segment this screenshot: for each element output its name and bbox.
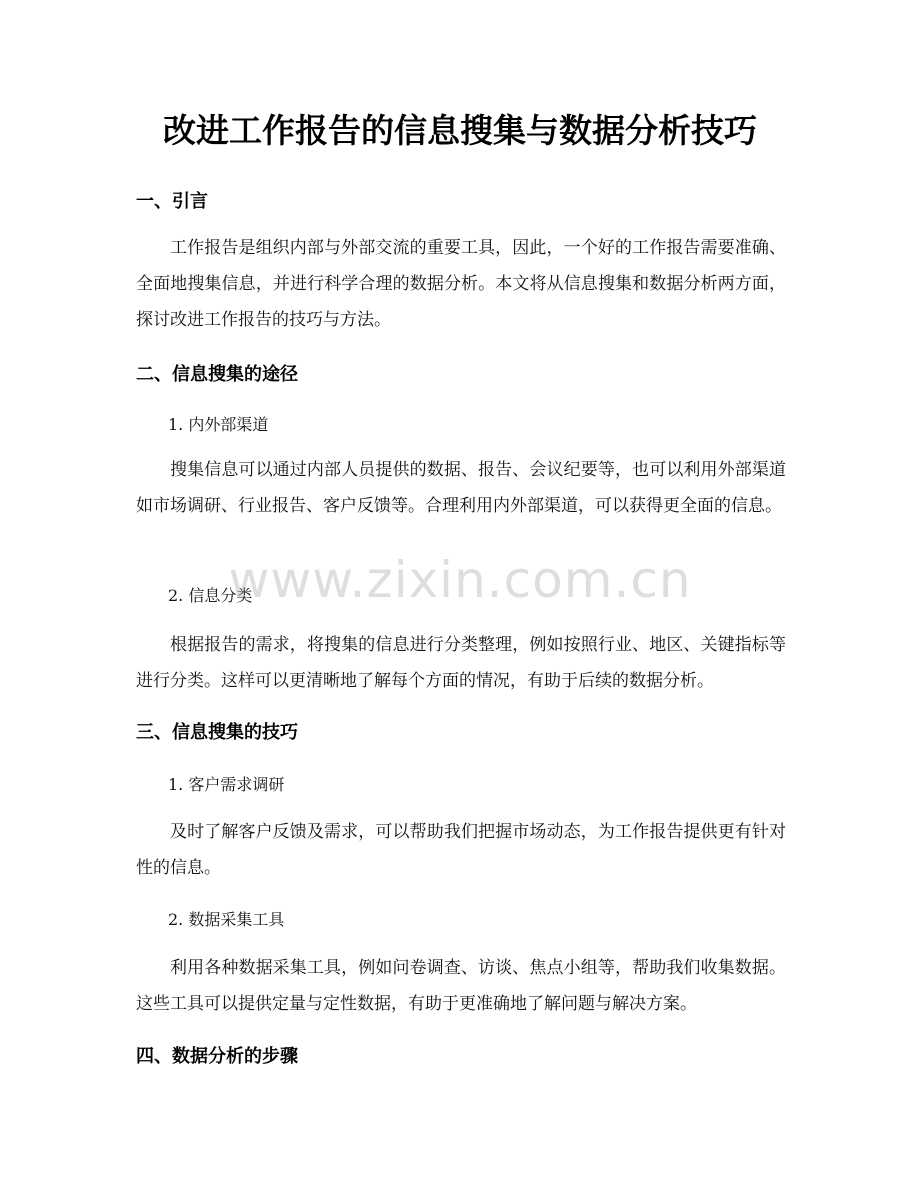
section-heading-intro: 一、引言 — [136, 191, 208, 212]
paragraph-customer-research: 及时了解客户反馈及需求，可以帮助我们把握市场动态，为工作报告提供更有针对性的信息。 — [136, 822, 786, 878]
subheading-classification: 2. 信息分类 — [168, 586, 253, 605]
section-heading-channels: 二、信息搜集的途径 — [136, 364, 298, 385]
section-heading-techniques: 三、信息搜集的技巧 — [136, 722, 298, 743]
section-heading-analysis-steps: 四、数据分析的步骤 — [136, 1046, 298, 1067]
watermark: www.zixin.com.cn — [228, 551, 692, 609]
paragraph-internal-external: 搜集信息可以通过内部人员提供的数据、报告、会议纪要等，也可以利用外部渠道如市场调研、行业报告、客户反馈等。合理利用内外部渠道，可以获得更全面的信息。 — [136, 460, 786, 516]
subheading-internal-external: 1. 内外部渠道 — [168, 415, 269, 434]
paragraph-classification: 根据报告的需求，将搜集的信息进行分类整理，例如按照行业、地区、关键指标等进行分类。这样可以更清晰地了解每个方面的情况，有助于后续的数据分析。 — [136, 635, 786, 691]
subheading-customer-research: 1. 客户需求调研 — [168, 775, 285, 794]
subheading-data-tools: 2. 数据采集工具 — [168, 910, 285, 929]
document-title: 改进工作报告的信息搜集与数据分析技巧 — [163, 111, 757, 150]
paragraph-intro: 工作报告是组织内部与外部交流的重要工具，因此，一个好的工作报告需要准确、全面地搜集信息，并进行科学合理的数据分析。本文将从信息搜集和数据分析两方面，探讨改进工作报告的技巧与方法。 — [136, 238, 786, 330]
paragraph-data-tools: 利用各种数据采集工具，例如问卷调查、访谈、焦点小组等，帮助我们收集数据。这些工具可以提供定量与定性数据，有助于更准确地了解问题与解决方案。 — [136, 958, 786, 1014]
